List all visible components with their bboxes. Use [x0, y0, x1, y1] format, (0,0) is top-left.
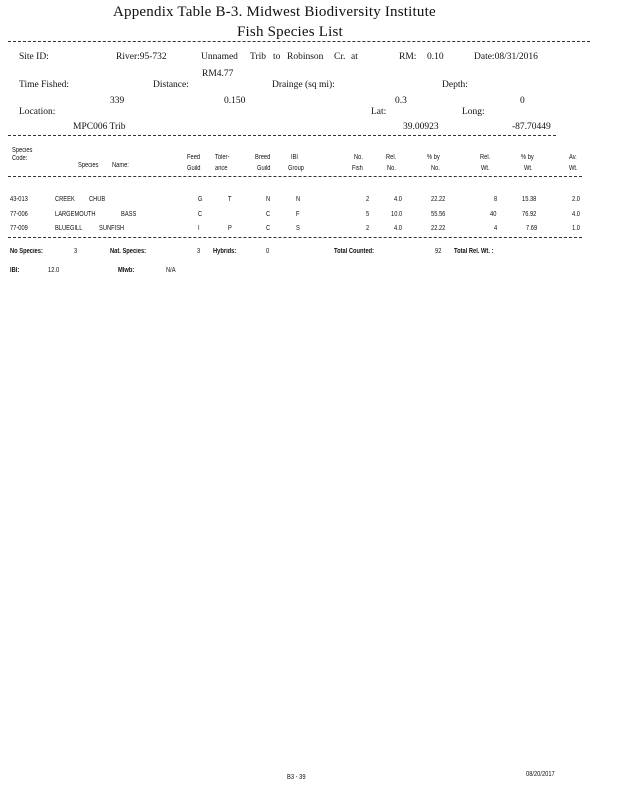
site-name-word: Cr.: [334, 52, 346, 62]
cell-avwt: 2.0: [572, 196, 580, 203]
print-date: 08/20/2017: [526, 771, 555, 778]
cell-name1: BLUEGILL: [55, 225, 83, 232]
col-feed-1: Feed: [187, 154, 201, 161]
time-fished-value: 339: [110, 96, 125, 106]
site-name-word: Trib: [250, 52, 267, 62]
no-species-value: 3: [74, 248, 78, 255]
nat-species-value: 3: [197, 248, 201, 255]
rm-label: RM:: [399, 52, 417, 62]
drainage-value: 0.3: [395, 96, 407, 106]
cell-name2: SUNFISH: [99, 225, 125, 232]
report-title: Appendix Table B-3. Midwest Biodiversity Institute: [113, 4, 436, 20]
divider-rows: [8, 237, 582, 238]
site-id-label: Site ID:: [19, 52, 49, 62]
divider-site: [8, 135, 556, 136]
col-relno-2: No.: [387, 165, 396, 172]
cell-pctwt: 7.69: [526, 225, 538, 232]
no-species-label: No Species:: [10, 248, 43, 255]
cell-relwt: 40: [490, 211, 497, 218]
cell-relwt: 4: [494, 225, 498, 232]
col-ibi-1: IBI: [291, 154, 299, 161]
cell-name1: LARGEMOUTH: [55, 211, 96, 218]
time-fished-label: Time Fished:: [19, 80, 70, 90]
depth-label: Depth:: [442, 80, 468, 90]
cell-name2: CHUB: [89, 196, 106, 203]
cell-fish: 2: [366, 225, 370, 232]
col-pctwt-1: % by: [521, 154, 534, 161]
miwb-value: N/A: [166, 267, 176, 274]
cell-pctno: 55.56: [431, 211, 446, 218]
cell-fish: 2: [366, 196, 370, 203]
cell-relno: 10.0: [391, 211, 403, 218]
col-relwt-2: Wt.: [481, 165, 490, 172]
cell-avwt: 4.0: [572, 211, 580, 218]
col-fish-1: No.: [354, 154, 363, 161]
total-rel-wt-label: Total Rel. Wt. :: [454, 248, 494, 255]
col-breed-2: Guild: [257, 165, 271, 172]
depth-value: 0: [520, 96, 525, 106]
rm-secondary: RM4.77: [202, 69, 234, 79]
cell-ibi: N: [296, 196, 301, 203]
col-pctno-2: No.: [431, 165, 440, 172]
col-fish-2: Fish: [352, 165, 363, 172]
col-breed-1: Breed: [255, 154, 271, 161]
site-name-word: Unnamed: [201, 52, 238, 62]
cell-breed: C: [266, 211, 271, 218]
site-name-word: at: [351, 52, 358, 62]
distance-value: 0.150: [224, 96, 246, 106]
report-subtitle: Fish Species List: [237, 24, 343, 40]
location-label: Location:: [19, 107, 56, 117]
col-species-code-2: Code:: [12, 155, 28, 162]
ibi-value: 12.0: [48, 267, 60, 274]
cell-tol: P: [228, 225, 232, 232]
cell-fish: 5: [366, 211, 370, 218]
divider-columns: [8, 176, 582, 177]
cell-relwt: 8: [494, 196, 498, 203]
cell-tol: T: [228, 196, 232, 203]
cell-pctwt: 76.92: [522, 211, 537, 218]
col-relno-1: Rel.: [386, 154, 397, 161]
col-avwt-1: Av.: [569, 154, 577, 161]
cell-pctno: 22.22: [431, 225, 446, 232]
total-counted-label: Total Counted:: [334, 248, 375, 255]
location-value: MPC006 Trib: [73, 122, 126, 132]
hybrids-value: 0: [266, 248, 270, 255]
site-name-word: to: [273, 52, 281, 62]
cell-pctwt: 15.38: [522, 196, 537, 203]
lat-label: Lat:: [371, 107, 387, 117]
col-feed-2: Guild: [187, 165, 201, 172]
col-species-name-1: Species: [78, 162, 99, 169]
distance-label: Distance:: [153, 80, 189, 90]
divider-top: [8, 41, 590, 42]
cell-breed: C: [266, 225, 271, 232]
cell-code: 77-009: [10, 225, 28, 232]
cell-feed: G: [198, 196, 203, 203]
cell-relno: 4.0: [394, 196, 402, 203]
cell-code: 77-006: [10, 211, 28, 218]
cell-breed: N: [266, 196, 271, 203]
col-pctwt-2: Wt.: [524, 165, 533, 172]
site-name-word: Robinson: [287, 52, 324, 62]
nat-species-label: Nat. Species:: [110, 248, 147, 255]
cell-relno: 4.0: [394, 225, 402, 232]
rm-value: 0.10: [427, 52, 444, 62]
col-species-code-1: Species: [12, 147, 33, 154]
cell-feed: C: [198, 211, 203, 218]
ibi-label: IBI:: [10, 267, 20, 274]
col-ibi-2: Group: [288, 165, 304, 172]
col-pctno-1: % by: [427, 154, 440, 161]
hybrids-label: Hybrids:: [213, 248, 237, 255]
sample-date: Date:08/31/2016: [474, 52, 538, 62]
cell-code: 43-013: [10, 196, 28, 203]
miwb-label: MIwb:: [118, 267, 135, 274]
cell-feed: I: [198, 225, 200, 232]
river-code: River:95-732: [116, 52, 167, 62]
col-tol-2: ance: [215, 165, 228, 172]
lat-value: 39.00923: [403, 122, 439, 132]
col-relwt-1: Rel.: [480, 154, 491, 161]
cell-pctno: 22.22: [431, 196, 446, 203]
col-species-name-2: Name:: [112, 162, 129, 169]
page-number: B3 - 39: [287, 774, 306, 781]
cell-name2: BASS: [121, 211, 137, 218]
drainage-label: Drainge (sq mi):: [272, 80, 335, 90]
col-tol-1: Toler-: [215, 154, 230, 161]
cell-ibi: F: [296, 211, 300, 218]
cell-avwt: 1.0: [572, 225, 580, 232]
cell-ibi: S: [296, 225, 300, 232]
long-label: Long:: [462, 107, 485, 117]
col-avwt-2: Wt.: [569, 165, 578, 172]
cell-name1: CREEK: [55, 196, 75, 203]
long-value: -87.70449: [512, 122, 551, 132]
total-counted-value: 92: [435, 248, 442, 255]
